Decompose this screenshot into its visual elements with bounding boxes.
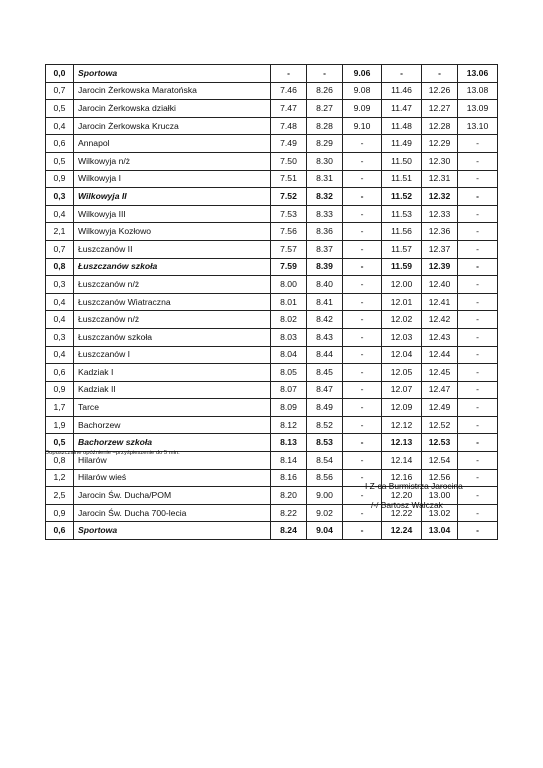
stop-name-cell: Bachorzew szkoła	[74, 434, 271, 452]
stop-name-cell: Wilkowyja Kozłowo	[74, 223, 271, 241]
table-row	[46, 311, 498, 329]
distance-cell: 0,9	[46, 381, 74, 399]
time-cell: 7.52	[271, 188, 307, 206]
time-cell: 11.51	[382, 170, 422, 188]
time-cell: 11.56	[382, 223, 422, 241]
distance-cell: 0,4	[46, 311, 74, 329]
time-cell: 8.41	[307, 293, 343, 311]
time-cell: 9.08	[343, 82, 382, 100]
stop-name-cell: Tarce	[74, 399, 271, 417]
distance-cell: 1,2	[46, 469, 74, 487]
distance-cell: 2,5	[46, 487, 74, 505]
time-cell: -	[343, 346, 382, 364]
time-cell: 12.41	[422, 293, 458, 311]
time-cell: 12.14	[382, 452, 422, 470]
time-cell: -	[458, 293, 498, 311]
time-cell: 8.12	[271, 416, 307, 434]
time-cell: 12.32	[422, 188, 458, 206]
stop-name-cell: Łuszczanów II	[74, 240, 271, 258]
time-cell: 8.01	[271, 293, 307, 311]
time-cell: 8.24	[271, 522, 307, 540]
time-cell: -	[343, 416, 382, 434]
time-cell: 12.33	[422, 205, 458, 223]
time-cell: 8.40	[307, 276, 343, 294]
table-row	[46, 205, 498, 223]
time-cell: 8.37	[307, 240, 343, 258]
time-cell: 8.52	[307, 416, 343, 434]
distance-cell: 0,7	[46, 240, 74, 258]
distance-cell: 1,7	[46, 399, 74, 417]
time-cell: -	[343, 293, 382, 311]
time-cell: 8.03	[271, 328, 307, 346]
time-cell: -	[343, 452, 382, 470]
time-cell: 8.22	[271, 504, 307, 522]
time-cell: 8.04	[271, 346, 307, 364]
time-cell: -	[458, 152, 498, 170]
stop-name-cell: Jarocin Żerkowska Maratońska	[74, 82, 271, 100]
distance-cell: 0,4	[46, 117, 74, 135]
signature-line: /-/ Bartosz Walczak	[371, 500, 443, 510]
table-row	[46, 364, 498, 382]
time-cell: 12.49	[422, 399, 458, 417]
table-row	[46, 293, 498, 311]
table-row	[46, 135, 498, 153]
time-cell: 11.53	[382, 205, 422, 223]
time-cell: 8.43	[307, 328, 343, 346]
time-cell: -	[458, 469, 498, 487]
time-cell: 7.57	[271, 240, 307, 258]
time-cell: 13.08	[458, 82, 498, 100]
time-cell: -	[343, 223, 382, 241]
time-cell: -	[343, 311, 382, 329]
distance-cell: 0,6	[46, 522, 74, 540]
stop-name-cell: Sportowa	[74, 65, 271, 83]
time-cell: 8.13	[271, 434, 307, 452]
distance-cell: 0,9	[46, 170, 74, 188]
time-cell: 12.30	[422, 152, 458, 170]
table-row	[46, 416, 498, 434]
time-cell: 9.06	[343, 65, 382, 83]
time-cell: -	[458, 188, 498, 206]
time-cell: -	[458, 487, 498, 505]
distance-cell: 0,5	[46, 152, 74, 170]
time-cell: 12.31	[422, 170, 458, 188]
time-cell: -	[343, 170, 382, 188]
time-cell: 12.52	[422, 416, 458, 434]
stop-name-cell: Jarocin Żerkowska działki	[74, 100, 271, 118]
time-cell: -	[458, 258, 498, 276]
stop-name-cell: Wilkowyja II	[74, 188, 271, 206]
time-cell: -	[271, 65, 307, 83]
distance-cell: 0,4	[46, 205, 74, 223]
time-cell: 7.50	[271, 152, 307, 170]
time-cell: 11.49	[382, 135, 422, 153]
time-cell: -	[458, 311, 498, 329]
distance-cell: 0,5	[46, 100, 74, 118]
time-cell: 8.29	[307, 135, 343, 153]
time-cell: 13.09	[458, 100, 498, 118]
time-cell: -	[458, 170, 498, 188]
time-cell: 12.22	[382, 504, 422, 522]
table-row	[46, 240, 498, 258]
stop-name-cell: Łuszczanów szkoła	[74, 258, 271, 276]
time-cell: -	[458, 452, 498, 470]
time-cell: -	[343, 328, 382, 346]
time-cell: 8.32	[307, 188, 343, 206]
table-row	[46, 170, 498, 188]
time-cell: -	[458, 346, 498, 364]
time-cell: -	[458, 381, 498, 399]
time-cell: 12.36	[422, 223, 458, 241]
time-cell: -	[307, 65, 343, 83]
time-cell: 12.26	[422, 82, 458, 100]
time-cell: -	[382, 65, 422, 83]
time-cell: 12.04	[382, 346, 422, 364]
time-cell: -	[343, 504, 382, 522]
time-cell: 12.39	[422, 258, 458, 276]
time-cell: -	[343, 188, 382, 206]
time-cell: 8.45	[307, 364, 343, 382]
distance-cell: 0,6	[46, 135, 74, 153]
time-cell: 12.43	[422, 328, 458, 346]
table-row	[46, 117, 498, 135]
time-cell: 7.48	[271, 117, 307, 135]
time-cell: -	[343, 399, 382, 417]
table-row	[46, 223, 498, 241]
time-cell: 7.47	[271, 100, 307, 118]
table-row	[46, 258, 498, 276]
time-cell: 13.00	[422, 487, 458, 505]
time-cell: -	[343, 258, 382, 276]
time-cell: 8.30	[307, 152, 343, 170]
stop-name-cell: Jarocin Żerkowska Krucza	[74, 117, 271, 135]
time-cell: 8.42	[307, 311, 343, 329]
time-cell: 8.20	[271, 487, 307, 505]
stop-name-cell: Sportowa	[74, 522, 271, 540]
time-cell: 8.31	[307, 170, 343, 188]
time-cell: 11.50	[382, 152, 422, 170]
time-cell: 12.20	[382, 487, 422, 505]
stop-name-cell: Wilkowyja I	[74, 170, 271, 188]
time-cell: 9.02	[307, 504, 343, 522]
time-cell: 11.52	[382, 188, 422, 206]
time-cell: -	[343, 434, 382, 452]
time-cell: 7.56	[271, 223, 307, 241]
time-cell: -	[343, 381, 382, 399]
table-row	[46, 188, 498, 206]
time-cell: 8.36	[307, 223, 343, 241]
stop-name-cell: Kadziak I	[74, 364, 271, 382]
distance-cell: 0,3	[46, 188, 74, 206]
time-cell: 8.14	[271, 452, 307, 470]
stop-name-cell: Łuszczanów n/ż	[74, 311, 271, 329]
time-cell: -	[343, 205, 382, 223]
stop-name-cell: Łuszczanów I	[74, 346, 271, 364]
time-cell: 8.02	[271, 311, 307, 329]
time-cell: 7.59	[271, 258, 307, 276]
stop-name-cell: Jarocin Św. Ducha 700-lecia	[74, 504, 271, 522]
time-cell: 13.02	[422, 504, 458, 522]
stop-name-cell: Łuszczanów szkoła	[74, 328, 271, 346]
time-cell: 12.53	[422, 434, 458, 452]
time-cell: -	[343, 469, 382, 487]
table-row	[46, 381, 498, 399]
table-row	[46, 399, 498, 417]
time-cell: 7.46	[271, 82, 307, 100]
time-cell: -	[458, 328, 498, 346]
deputy-title: I Z-ca Burmistrza Jarocina	[365, 481, 463, 491]
time-cell: 7.51	[271, 170, 307, 188]
stop-name-cell: Łuszczanów n/ż	[74, 276, 271, 294]
time-cell: 8.16	[271, 469, 307, 487]
time-cell: -	[343, 487, 382, 505]
time-cell: 12.13	[382, 434, 422, 452]
stop-name-cell: Wilkowyja n/ż	[74, 152, 271, 170]
time-cell: 8.33	[307, 205, 343, 223]
time-cell: 12.02	[382, 311, 422, 329]
distance-cell: 0,4	[46, 293, 74, 311]
time-cell: 12.54	[422, 452, 458, 470]
time-cell: 12.05	[382, 364, 422, 382]
time-cell: 7.53	[271, 205, 307, 223]
time-cell: 12.28	[422, 117, 458, 135]
distance-cell: 0,7	[46, 82, 74, 100]
distance-cell: 1,9	[46, 416, 74, 434]
time-cell: -	[458, 135, 498, 153]
table-row	[46, 100, 498, 118]
time-cell: 8.28	[307, 117, 343, 135]
time-cell: 13.06	[458, 65, 498, 83]
time-cell: 12.40	[422, 276, 458, 294]
timetable	[45, 64, 498, 540]
table-row	[46, 82, 498, 100]
stop-name-cell: Bachorzew	[74, 416, 271, 434]
table-row	[46, 522, 498, 540]
time-cell: 8.56	[307, 469, 343, 487]
time-cell: 8.27	[307, 100, 343, 118]
time-cell: -	[458, 434, 498, 452]
time-cell: 9.10	[343, 117, 382, 135]
time-cell: 12.00	[382, 276, 422, 294]
table-row	[46, 65, 498, 83]
stop-name-cell: Hilarów	[74, 452, 271, 470]
time-cell: -	[458, 399, 498, 417]
table-row	[46, 328, 498, 346]
distance-cell: 0,4	[46, 346, 74, 364]
distance-cell: 0,3	[46, 328, 74, 346]
time-cell: 12.03	[382, 328, 422, 346]
time-cell: 12.01	[382, 293, 422, 311]
time-cell: 11.59	[382, 258, 422, 276]
time-cell: 12.07	[382, 381, 422, 399]
stop-name-cell: Kadziak II	[74, 381, 271, 399]
time-cell: 8.54	[307, 452, 343, 470]
time-cell: 12.27	[422, 100, 458, 118]
time-cell: 13.10	[458, 117, 498, 135]
time-cell: -	[343, 522, 382, 540]
stop-name-cell: Łuszczanów Wiatraczna	[74, 293, 271, 311]
time-cell: -	[343, 276, 382, 294]
delay-note: Dopuszczalne opóźnienie –przyśpieszenie do 5 min.	[45, 450, 180, 456]
distance-cell: 0,6	[46, 364, 74, 382]
stop-name-cell: Jarocin Św. Ducha/POM	[74, 487, 271, 505]
time-cell: 8.07	[271, 381, 307, 399]
distance-cell: 0,8	[46, 258, 74, 276]
time-cell: -	[458, 522, 498, 540]
distance-cell: 2,1	[46, 223, 74, 241]
time-cell: -	[458, 223, 498, 241]
time-cell: -	[458, 240, 498, 258]
time-cell: 8.00	[271, 276, 307, 294]
timetable-body	[46, 65, 498, 540]
table-row	[46, 152, 498, 170]
time-cell: 9.09	[343, 100, 382, 118]
time-cell: 12.16	[382, 469, 422, 487]
time-cell: 8.05	[271, 364, 307, 382]
time-cell: 8.44	[307, 346, 343, 364]
stop-name-cell: Hilarów wieś	[74, 469, 271, 487]
time-cell: 11.47	[382, 100, 422, 118]
table-row	[46, 346, 498, 364]
time-cell: 12.45	[422, 364, 458, 382]
distance-cell: 0,5	[46, 434, 74, 452]
time-cell: 11.48	[382, 117, 422, 135]
time-cell: 11.46	[382, 82, 422, 100]
time-cell: 12.12	[382, 416, 422, 434]
distance-cell: 0,8	[46, 452, 74, 470]
distance-cell: 0,9	[46, 504, 74, 522]
time-cell: 11.57	[382, 240, 422, 258]
time-cell: -	[343, 135, 382, 153]
time-cell: -	[458, 364, 498, 382]
stop-name-cell: Annapol	[74, 135, 271, 153]
time-cell: 12.56	[422, 469, 458, 487]
table-row	[46, 434, 498, 452]
stop-name-cell: Wilkowyja III	[74, 205, 271, 223]
time-cell: -	[458, 276, 498, 294]
time-cell: 12.37	[422, 240, 458, 258]
time-cell: 8.47	[307, 381, 343, 399]
time-cell: 12.09	[382, 399, 422, 417]
time-cell: 8.26	[307, 82, 343, 100]
time-cell: 9.00	[307, 487, 343, 505]
time-cell: -	[458, 205, 498, 223]
time-cell: 12.42	[422, 311, 458, 329]
time-cell: 7.49	[271, 135, 307, 153]
time-cell: 12.24	[382, 522, 422, 540]
time-cell: 12.29	[422, 135, 458, 153]
table-row	[46, 276, 498, 294]
distance-cell: 0,3	[46, 276, 74, 294]
time-cell: 8.49	[307, 399, 343, 417]
distance-cell: 0,0	[46, 65, 74, 83]
time-cell: 8.09	[271, 399, 307, 417]
time-cell: 12.47	[422, 381, 458, 399]
time-cell: -	[343, 364, 382, 382]
time-cell: -	[422, 65, 458, 83]
time-cell: -	[343, 240, 382, 258]
time-cell: -	[458, 504, 498, 522]
time-cell: 8.39	[307, 258, 343, 276]
time-cell: 8.53	[307, 434, 343, 452]
time-cell: 13.04	[422, 522, 458, 540]
time-cell: 12.44	[422, 346, 458, 364]
time-cell: -	[343, 152, 382, 170]
time-cell: 9.04	[307, 522, 343, 540]
time-cell: -	[458, 416, 498, 434]
